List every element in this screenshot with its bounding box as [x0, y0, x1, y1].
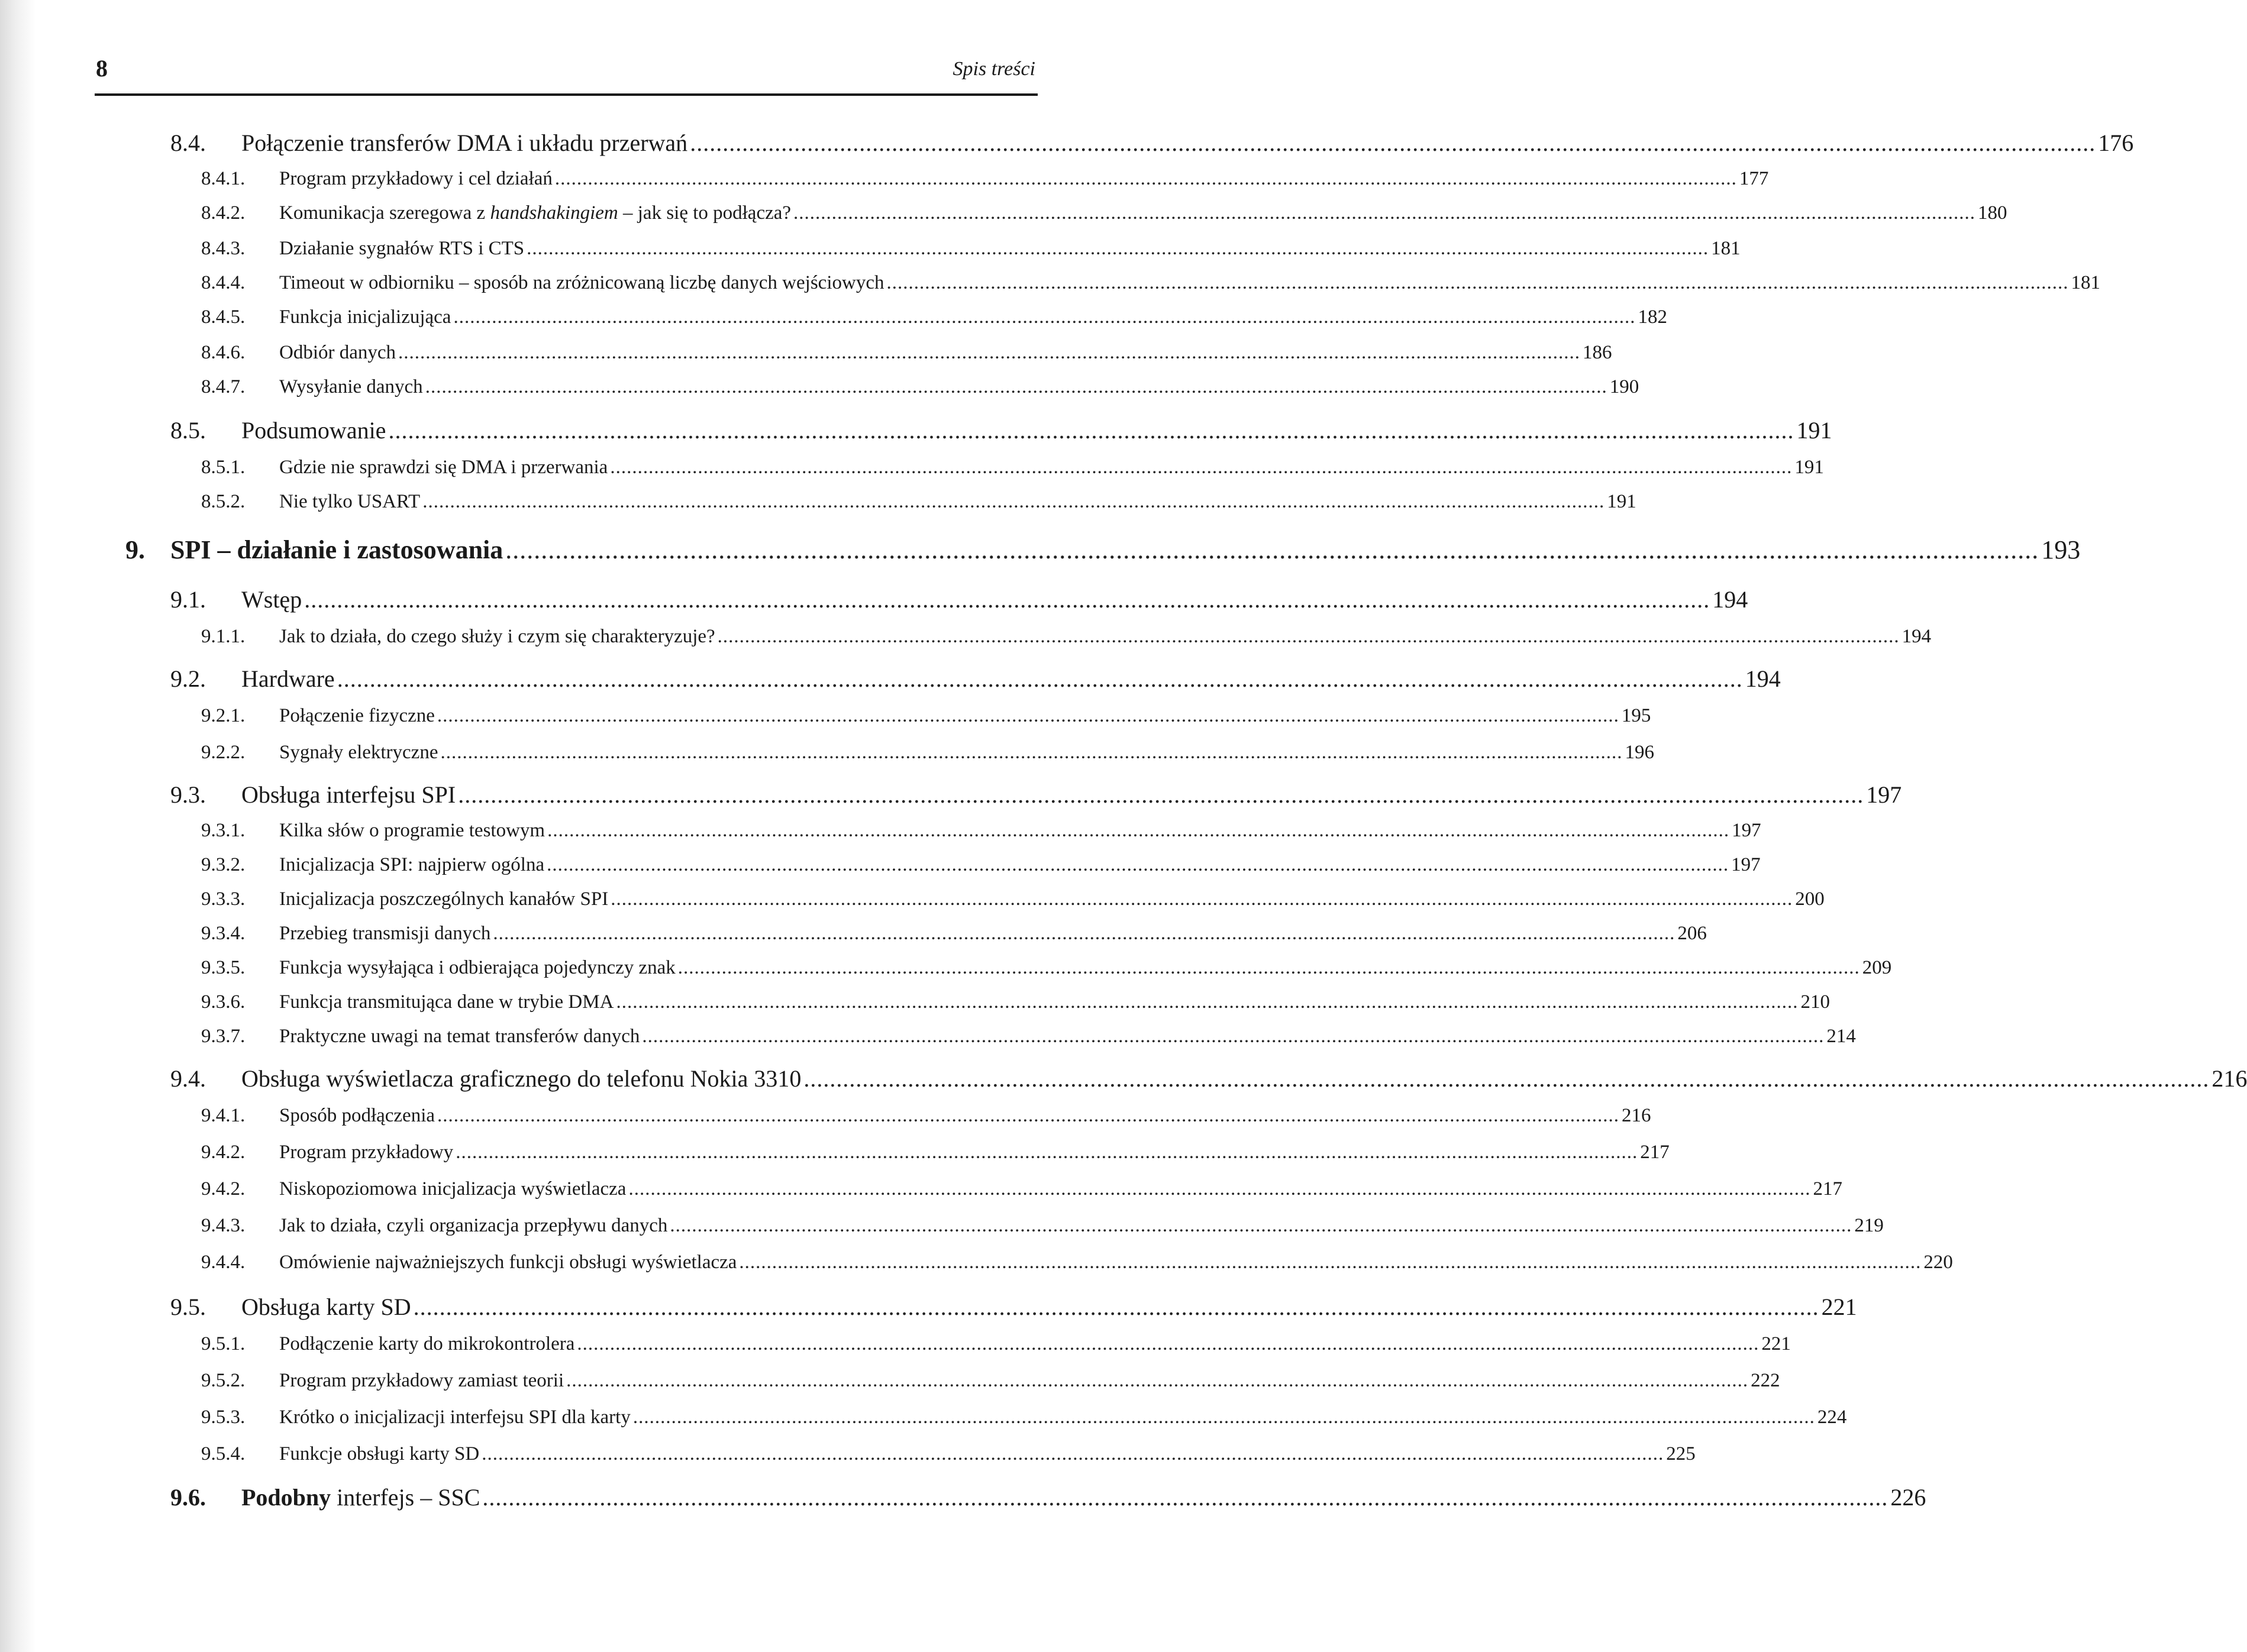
toc-entry-chapter-9[interactable] — [125, 535, 2081, 565]
toc-number: 9.4.2. — [201, 1178, 246, 1200]
toc-title: Timeout w odbiorniku – sposób na zróżnicowaną liczbę danych wejściowych — [279, 272, 884, 293]
toc-page: 182 — [1638, 306, 1667, 328]
toc-entry-8-4-6[interactable] — [201, 342, 1612, 364]
toc-number: 9.1.1. — [201, 626, 246, 647]
dot-leader: ........................................................................................................................................................................................................................ — [398, 342, 1581, 363]
toc-entry-9-4-4[interactable] — [201, 1252, 1953, 1273]
toc-title: Podsumowanie — [241, 417, 386, 444]
toc-page: 222 — [1751, 1370, 1780, 1391]
toc-title: Obsługa interfejsu SPI — [241, 781, 456, 808]
toc-number: 9.2. — [170, 665, 206, 692]
running-title: Spis treści — [953, 58, 1035, 80]
toc-number: 9.5.3. — [201, 1407, 246, 1428]
toc-entry-9-4-2[interactable] — [201, 1142, 1670, 1163]
toc-number: 9.5. — [170, 1294, 206, 1320]
toc-entry-9-4[interactable] — [170, 1065, 2247, 1092]
toc-page: 206 — [1677, 923, 1707, 944]
toc-page: 180 — [1978, 202, 2007, 224]
dot-leader: ........................................................................................................................................................................................................................ — [458, 781, 1864, 808]
dot-leader: ........................................................................................................................................................................................................................ — [388, 417, 1794, 444]
toc-page: 226 — [1890, 1484, 1926, 1511]
toc-number: 8.4.6. — [201, 342, 246, 363]
toc-number: 9. — [125, 535, 145, 564]
toc-page: 176 — [2098, 130, 2134, 156]
dot-leader: ........................................................................................................................................................................................................................ — [628, 1178, 1811, 1200]
dot-leader: ........................................................................................................................................................................................................................ — [610, 457, 1793, 478]
toc-title: Jak to działa, do czego służy i czym się charakteryzuje? — [279, 626, 715, 647]
toc-entry-9-3-3[interactable] — [201, 888, 1825, 910]
dot-leader: ........................................................................................................................................................................................................................ — [437, 705, 1619, 726]
toc-page: 216 — [1622, 1105, 1651, 1126]
toc-entry-9-3[interactable] — [170, 781, 1902, 809]
toc-entry-9-3-1[interactable] — [201, 820, 1761, 842]
dot-leader: ........................................................................................................................................................................................................................ — [482, 1484, 1888, 1511]
toc-number: 8.4.5. — [201, 306, 246, 328]
toc-entry-9-4-2b[interactable] — [201, 1178, 1842, 1200]
toc-number: 8.5.2. — [201, 491, 246, 512]
dot-leader: ........................................................................................................................................................................................................................ — [337, 665, 1743, 692]
dot-leader: ........................................................................................................................................................................................................................ — [482, 1443, 1664, 1465]
dot-leader: ........................................................................................................................................................................................................................ — [690, 130, 2096, 156]
dot-leader: ........................................................................................................................................................................................................................ — [505, 535, 2039, 564]
toc-number: 9.1. — [170, 586, 206, 613]
toc-number: 8.4.3. — [201, 238, 246, 259]
toc-number: 9.6. — [170, 1484, 206, 1511]
toc-page: 224 — [1817, 1407, 1847, 1428]
dot-leader: ........................................................................................................................................................................................................................ — [739, 1252, 1922, 1273]
dot-leader: ........................................................................................................................................................................................................................ — [547, 854, 1729, 875]
scan-edge-shadow — [0, 0, 35, 1652]
toc-number: 8.4.7. — [201, 376, 246, 397]
toc-entry-8-5[interactable] — [170, 416, 1832, 444]
toc-title: Sygnały elektryczne — [279, 742, 438, 763]
toc-entry-8-4[interactable] — [170, 129, 2134, 157]
toc-title: Obsługa karty SD — [241, 1294, 411, 1320]
toc-title: Działanie sygnałów RTS i CTS — [279, 238, 525, 259]
toc-number: 9.4.3. — [201, 1215, 246, 1236]
toc-page: 221 — [1761, 1333, 1791, 1354]
toc-title: Odbiór danych — [279, 342, 396, 363]
page-number: 8 — [96, 55, 108, 82]
toc-page: 186 — [1583, 342, 1612, 363]
dot-leader: ........................................................................................................................................................................................................................ — [632, 1407, 1815, 1428]
toc-title: Podobny interfejs – SSC — [241, 1484, 480, 1511]
dot-leader: ........................................................................................................................................................................................................................ — [566, 1370, 1749, 1391]
toc-number: 9.4. — [170, 1065, 206, 1092]
toc-title: Jak to działa, czyli organizacja przepływu danych — [279, 1215, 668, 1236]
dot-leader: ........................................................................................................................................................................................................................ — [425, 376, 1607, 397]
dot-leader: ........................................................................................................................................................................................................................ — [717, 626, 1900, 647]
toc-page: 214 — [1826, 1026, 1856, 1047]
toc-entry-9-5-3[interactable] — [201, 1407, 1847, 1428]
toc-page: 210 — [1800, 991, 1830, 1013]
toc-page: 209 — [1862, 957, 1892, 978]
toc-title: Inicjalizacja poszczególnych kanałów SPI — [279, 888, 609, 910]
toc-title: Przebieg transmisji danych — [279, 923, 491, 944]
toc-entry-8-4-4[interactable] — [201, 272, 2100, 294]
toc-entry-9-3-7[interactable] — [201, 1026, 1856, 1048]
toc-entry-9-3-2[interactable] — [201, 854, 1761, 876]
toc-title: Funkcja transmitująca dane w trybie DMA — [279, 991, 614, 1013]
toc-entry-9-2-1[interactable] — [201, 705, 1651, 727]
toc-entry-9-1-1[interactable] — [201, 626, 1932, 648]
toc-page: 221 — [1821, 1294, 1857, 1320]
toc-page: 220 — [1923, 1252, 1953, 1273]
dot-leader: ........................................................................................................................................................................................................................ — [554, 168, 1737, 189]
toc-entry-9-2[interactable] — [170, 665, 1781, 693]
dot-leader: ........................................................................................................................................................................................................................ — [577, 1333, 1759, 1354]
dot-leader: ........................................................................................................................................................................................................................ — [677, 957, 1860, 978]
toc-title: Kilka słów o programie testowym — [279, 820, 545, 841]
toc-number: 9.4.2. — [201, 1142, 246, 1163]
toc-title: Podłączenie karty do mikrokontrolera — [279, 1333, 575, 1354]
toc-page: 197 — [1732, 820, 1761, 841]
toc-entry-9-5-1[interactable] — [201, 1333, 1791, 1355]
toc-page: 194 — [1901, 626, 1932, 647]
dot-leader: ........................................................................................................................................................................................................................ — [611, 888, 1793, 910]
toc-title: Krótko o inicjalizacji interfejsu SPI dla karty — [279, 1407, 631, 1428]
toc-number: 9.3.5. — [201, 957, 246, 978]
toc-title: Nie tylko USART — [279, 491, 421, 512]
toc-number: 8.4.2. — [201, 202, 246, 224]
dot-leader: ........................................................................................................................................................................................................................ — [616, 991, 1799, 1013]
toc-title: Gdzie nie sprawdzi się DMA i przerwania — [279, 457, 608, 478]
toc-title: Wysyłanie danych — [279, 376, 423, 397]
toc-title: Komunikacja szeregowa z handshakingiem – jak się to podłącza? — [279, 202, 792, 224]
toc-entry-9-3-5[interactable] — [201, 957, 1892, 979]
toc-number: 9.3.1. — [201, 820, 246, 841]
toc-page: 191 — [1794, 457, 1824, 478]
dot-leader: ........................................................................................................................................................................................................................ — [793, 202, 1976, 224]
toc-entry-9-4-3[interactable] — [201, 1215, 1884, 1237]
toc-page: 194 — [1745, 665, 1781, 692]
dot-leader: ........................................................................................................................................................................................................................ — [642, 1026, 1825, 1047]
toc-page: 194 — [1712, 586, 1748, 613]
toc-page: 190 — [1609, 376, 1639, 397]
toc-number: 9.3.3. — [201, 888, 246, 910]
toc-page: 197 — [1866, 781, 1902, 808]
toc-entry-8-4-1[interactable] — [201, 168, 1769, 190]
toc-entry-9-5-2[interactable] — [201, 1370, 1780, 1392]
toc-page: 225 — [1666, 1443, 1696, 1465]
toc-entry-9-5-4[interactable] — [201, 1443, 1696, 1465]
dot-leader: ........................................................................................................................................................................................................................ — [670, 1215, 1852, 1236]
toc-page: 191 — [1607, 491, 1636, 512]
toc-number: 8.4.1. — [201, 168, 246, 189]
dot-leader: ........................................................................................................................................................................................................................ — [886, 272, 2069, 293]
toc-number: 9.5.1. — [201, 1333, 246, 1354]
toc-page: 217 — [1640, 1142, 1670, 1163]
toc-number: 9.3.4. — [201, 923, 246, 944]
toc-title: Hardware — [241, 665, 335, 692]
toc-page: 191 — [1796, 417, 1832, 444]
dot-leader: ........................................................................................................................................................................................................................ — [803, 1065, 2210, 1092]
toc-title: Niskopoziomowa inicjalizacja wyświetlacza — [279, 1178, 627, 1200]
toc-title: Funkcja inicjalizująca — [279, 306, 451, 328]
toc-entry-8-4-2[interactable] — [201, 202, 2007, 224]
toc-entry-8-4-5[interactable] — [201, 306, 1667, 328]
toc-number: 9.2.2. — [201, 742, 246, 763]
toc-number: 9.3.2. — [201, 854, 246, 875]
toc-number: 9.5.4. — [201, 1443, 246, 1465]
dot-leader: ........................................................................................................................................................................................................................ — [493, 923, 1675, 944]
toc-title: Wstęp — [241, 586, 302, 613]
toc-entry-9-3-6[interactable] — [201, 991, 1830, 1013]
toc-number: 8.5.1. — [201, 457, 246, 478]
dot-leader: ........................................................................................................................................................................................................................ — [453, 306, 1636, 328]
toc-title: Omówienie najważniejszych funkcji obsługi wyświetlacza — [279, 1252, 737, 1273]
toc-title: Obsługa wyświetlacza graficznego do telefonu Nokia 3310 — [241, 1065, 802, 1092]
toc-entry-9-6[interactable] — [170, 1483, 1926, 1511]
toc-page: 219 — [1854, 1215, 1884, 1236]
toc-page: 196 — [1625, 742, 1654, 763]
toc-number: 9.4.4. — [201, 1252, 246, 1273]
toc-title: SPI – działanie i zastosowania — [170, 535, 503, 564]
dot-leader: ........................................................................................................................................................................................................................ — [547, 820, 1730, 841]
toc-title: Program przykładowy zamiast teorii — [279, 1370, 564, 1391]
dot-leader: ........................................................................................................................................................................................................................ — [437, 1105, 1620, 1126]
toc-entry-9-5[interactable] — [170, 1293, 1857, 1321]
toc-number: 8.4. — [170, 130, 206, 156]
toc-entry-9-3-4[interactable] — [201, 923, 1707, 945]
dot-leader: ........................................................................................................................................................................................................................ — [422, 491, 1605, 512]
dot-leader: ........................................................................................................................................................................................................................ — [413, 1294, 1819, 1320]
toc-number: 9.3. — [170, 781, 206, 808]
dot-leader: ........................................................................................................................................................................................................................ — [456, 1142, 1638, 1163]
toc-page: 217 — [1813, 1178, 1842, 1200]
toc-page: 177 — [1739, 168, 1769, 189]
toc-entry-8-4-7[interactable] — [201, 376, 1639, 398]
toc-entry-8-5-2[interactable] — [201, 491, 1636, 513]
toc-title: Praktyczne uwagi na temat transferów danych — [279, 1026, 640, 1047]
toc-title: Połączenie fizyczne — [279, 705, 435, 726]
toc-title: Funkcja wysyłająca i odbierająca pojedynczy znak — [279, 957, 676, 978]
toc-page: 181 — [2071, 272, 2100, 293]
toc-entry-8-4-3[interactable] — [201, 238, 1741, 260]
toc-entry-8-5-1[interactable] — [201, 457, 1824, 479]
toc-number: 9.5.2. — [201, 1370, 246, 1391]
page-header — [95, 54, 1038, 96]
toc-number: 9.3.7. — [201, 1026, 246, 1047]
toc-title: Funkcje obsługi karty SD — [279, 1443, 480, 1465]
toc-entry-9-2-2[interactable] — [201, 742, 1654, 764]
toc-number: 9.3.6. — [201, 991, 246, 1013]
toc-title: Program przykładowy i cel działań — [279, 168, 553, 189]
toc-number: 8.5. — [170, 417, 206, 444]
toc-number: 9.2.1. — [201, 705, 246, 726]
toc-number: 9.4.1. — [201, 1105, 246, 1126]
dot-leader: ........................................................................................................................................................................................................................ — [304, 586, 1710, 613]
dot-leader: ........................................................................................................................................................................................................................ — [440, 742, 1623, 763]
toc-page: 216 — [2212, 1065, 2247, 1092]
toc-title: Program przykładowy — [279, 1142, 454, 1163]
toc-page: 197 — [1731, 854, 1761, 875]
toc-entry-9-4-1[interactable] — [201, 1105, 1651, 1127]
toc-page: 181 — [1711, 238, 1741, 259]
toc-page: 195 — [1621, 705, 1651, 726]
toc-title: Inicjalizacja SPI: najpierw ogólna — [279, 854, 545, 875]
toc-page: 193 — [2041, 535, 2081, 564]
toc-entry-9-1[interactable] — [170, 586, 1748, 613]
toc-title: Sposób podłączenia — [279, 1105, 435, 1126]
dot-leader: ........................................................................................................................................................................................................................ — [527, 238, 1709, 259]
toc-page: 200 — [1795, 888, 1825, 910]
toc-number: 8.4.4. — [201, 272, 246, 293]
toc-title: Połączenie transferów DMA i układu przerwań — [241, 130, 688, 156]
